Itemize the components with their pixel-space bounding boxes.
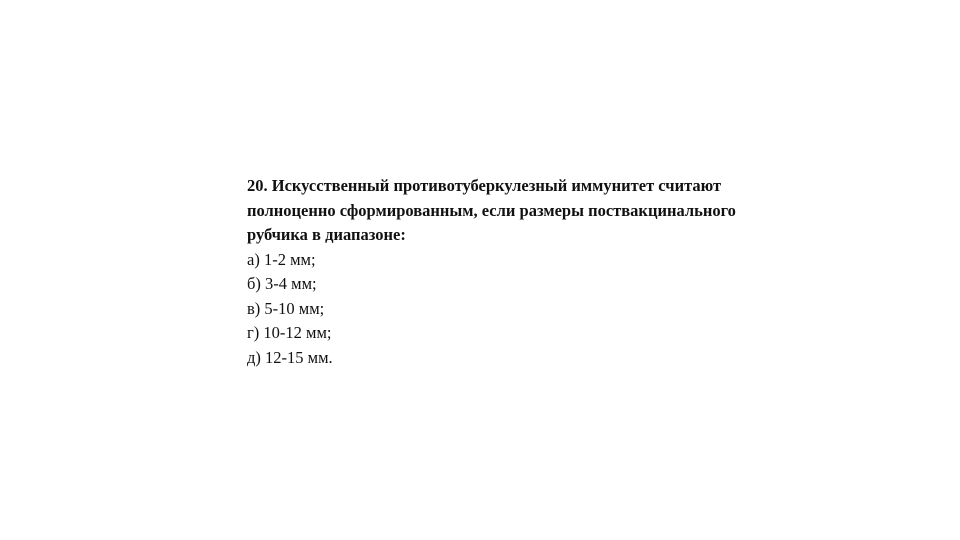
question-block [247, 174, 847, 370]
answer-option-a: а) 1-2 мм; [247, 249, 316, 269]
answer-option-e: д) 12-15 мм. [247, 347, 333, 367]
question-line-2: полноценно сформированным, если размеры поствакцинального [247, 200, 736, 220]
answer-option-d: г) 10-12 мм; [247, 323, 332, 342]
question-text [247, 174, 847, 248]
answer-option-b: б) 3-4 мм; [247, 274, 317, 293]
question-line-3: рубчика в диапазоне: [247, 225, 406, 244]
answer-options [247, 248, 847, 371]
question-line-1: 20. Искусственный противотуберкулезный иммунитет считают [247, 176, 722, 195]
answer-option-c: в) 5-10 мм; [247, 298, 325, 318]
